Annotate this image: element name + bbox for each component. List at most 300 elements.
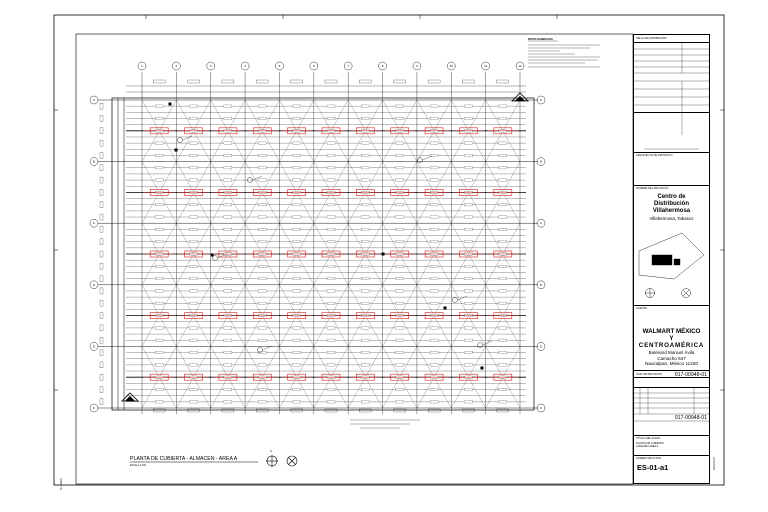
member-tag <box>499 401 507 403</box>
member-tag <box>499 364 507 366</box>
member-tag <box>224 277 232 279</box>
member-tag <box>361 216 369 218</box>
member-tag <box>258 240 266 242</box>
member-tag <box>293 364 301 366</box>
side-dim-tag <box>100 189 103 195</box>
member-tag <box>190 142 198 144</box>
dim-tag <box>188 409 200 412</box>
member-tag <box>190 179 198 181</box>
member-tag <box>327 216 335 218</box>
member-tag <box>361 154 369 156</box>
member-tag <box>190 327 198 329</box>
member-tag <box>361 364 369 366</box>
member-tag <box>155 277 163 279</box>
project-location: Villahermosa, Tabasco <box>649 216 694 221</box>
member-tag <box>327 179 335 181</box>
member-tag <box>293 228 301 230</box>
member-tag <box>190 290 198 292</box>
side-dim-tag <box>100 115 103 121</box>
grid-label-col: 4 <box>244 64 246 68</box>
dim-tag <box>394 80 406 83</box>
member-tag <box>396 401 404 403</box>
member-tag <box>327 302 335 304</box>
member-tag <box>190 364 198 366</box>
north-arrow-icon <box>266 450 278 467</box>
dim-tag <box>462 80 474 83</box>
member-tag <box>258 228 266 230</box>
member-tag <box>155 204 163 206</box>
member-tag <box>464 154 472 156</box>
member-tag <box>293 302 301 304</box>
member-tag <box>224 364 232 366</box>
member-tag <box>258 339 266 341</box>
side-dim-tag <box>100 288 103 294</box>
member-tag <box>464 216 472 218</box>
member-tag <box>361 302 369 304</box>
member-tag <box>430 142 438 144</box>
grid-label-col: 11 <box>484 64 488 68</box>
member-tag <box>327 339 335 341</box>
tb-sheet-title: TÍTULO DEL PLANO PLANTA DE CUBIERTA ALMACEN AREA A <box>634 435 709 455</box>
drain-marker <box>175 149 178 152</box>
member-tag <box>361 167 369 169</box>
member-tag <box>499 167 507 169</box>
side-dim-tag <box>100 263 103 269</box>
roof-plan <box>90 62 545 428</box>
project-north-icon <box>287 456 297 466</box>
tb-stamp-area <box>634 42 709 112</box>
project-number: 017-00948-01 <box>674 371 707 378</box>
member-tag <box>155 142 163 144</box>
member-tag <box>190 167 198 169</box>
member-tag <box>430 265 438 267</box>
grid-label-row: E <box>92 344 96 349</box>
member-tag <box>190 117 198 119</box>
member-tag <box>464 277 472 279</box>
member-tag <box>499 277 507 279</box>
member-tag <box>224 216 232 218</box>
member-tag <box>190 277 198 279</box>
drawing-frame <box>76 34 633 484</box>
member-tag <box>464 179 472 181</box>
side-dim-tag <box>100 337 103 343</box>
tb-signature-area <box>634 112 709 152</box>
member-tag <box>224 154 232 156</box>
member-tag <box>430 364 438 366</box>
svg-text:ALL SIZES: ALL SIZES <box>60 478 63 490</box>
member-tag <box>155 290 163 292</box>
member-tag <box>499 388 507 390</box>
member-tag <box>396 265 404 267</box>
member-tag <box>499 179 507 181</box>
member-tag <box>327 388 335 390</box>
dim-tag <box>394 409 406 412</box>
member-tag <box>293 388 301 390</box>
member-tag <box>361 142 369 144</box>
detail-callout <box>178 138 183 143</box>
drain-marker <box>169 103 172 106</box>
member-tag <box>258 388 266 390</box>
dim-tag <box>325 409 337 412</box>
member-tag <box>396 105 404 107</box>
grid-label-col: 1 <box>141 64 143 68</box>
member-tag <box>361 339 369 341</box>
member-tag <box>224 240 232 242</box>
member-tag <box>327 351 335 353</box>
grid-label-row: F <box>93 406 95 410</box>
project-label: NOMBRE DEL PROYECTO <box>636 187 669 190</box>
member-tag <box>155 351 163 353</box>
member-tag <box>396 302 404 304</box>
member-tag <box>499 351 507 353</box>
grid-label-row: B <box>92 159 96 164</box>
drain-marker <box>382 253 385 256</box>
member-tag <box>293 204 301 206</box>
member-tag <box>430 204 438 206</box>
member-tag <box>293 142 301 144</box>
member-tag <box>499 117 507 119</box>
member-tag <box>155 364 163 366</box>
side-dim-tag <box>100 103 103 109</box>
member-tag <box>224 401 232 403</box>
side-dim-tag <box>100 313 103 319</box>
member-tag <box>327 204 335 206</box>
side-dim-tag <box>100 177 103 183</box>
member-tag <box>430 277 438 279</box>
member-tag <box>190 401 198 403</box>
member-tag <box>190 228 198 230</box>
project-name-2: Distribución <box>653 201 689 207</box>
member-tag <box>224 167 232 169</box>
dim-tag <box>325 80 337 83</box>
drawing-title: PLANTA DE CUBIERTA - ALMACEN - AREA A <box>130 456 238 462</box>
member-tag <box>155 240 163 242</box>
member-tag <box>293 327 301 329</box>
member-tag <box>258 154 266 156</box>
client-name-1: WALMART MÉXICO <box>642 328 701 335</box>
member-tag <box>155 179 163 181</box>
dim-tag <box>256 80 268 83</box>
member-tag <box>190 265 198 267</box>
member-tag <box>361 117 369 119</box>
member-tag <box>293 265 301 267</box>
member-tag <box>293 339 301 341</box>
member-tag <box>361 290 369 292</box>
grid-label-col: 12 <box>518 64 522 68</box>
member-tag <box>464 117 472 119</box>
grid-label-col: 10 <box>449 64 453 68</box>
member-tag <box>327 105 335 107</box>
member-tag <box>224 302 232 304</box>
tb-header: SELLO DE APROBACIÓN <box>636 37 667 40</box>
member-tag <box>464 167 472 169</box>
member-tag <box>396 117 404 119</box>
grid-label-row: A <box>92 98 96 102</box>
side-dim-tag <box>100 202 103 208</box>
member-tag <box>464 240 472 242</box>
dim-tag <box>359 409 371 412</box>
member-tag <box>464 364 472 366</box>
side-dim-tag <box>100 140 103 146</box>
tb-consultant-label: ARQUITECTO DE PROYECTO <box>634 152 709 158</box>
member-tag <box>499 216 507 218</box>
member-tag <box>499 105 507 107</box>
member-tag <box>361 277 369 279</box>
member-tag <box>430 351 438 353</box>
member-tag <box>155 216 163 218</box>
member-tag <box>224 327 232 329</box>
side-dim-tag <box>100 399 103 405</box>
project-name-1: Centro de <box>657 194 686 200</box>
detail-callout <box>453 298 458 303</box>
member-tag <box>224 179 232 181</box>
client-name-3: CENTROAMÉRICA <box>638 342 705 349</box>
member-tag <box>396 142 404 144</box>
sheet-border <box>54 15 724 485</box>
member-tag <box>293 179 301 181</box>
member-tag <box>464 401 472 403</box>
member-tag <box>430 228 438 230</box>
member-tag <box>190 302 198 304</box>
member-tag <box>327 401 335 403</box>
member-tag <box>258 179 266 181</box>
member-tag <box>327 117 335 119</box>
tb-revisions <box>634 387 709 427</box>
member-tag <box>430 327 438 329</box>
dim-tag <box>428 409 440 412</box>
member-tag <box>361 351 369 353</box>
member-tag <box>155 105 163 107</box>
member-tag <box>190 351 198 353</box>
member-tag <box>224 388 232 390</box>
member-tag <box>499 204 507 206</box>
member-tag <box>396 388 404 390</box>
member-tag <box>464 302 472 304</box>
member-tag <box>258 265 266 267</box>
detail-callout <box>478 343 483 348</box>
member-tag <box>293 401 301 403</box>
member-tag <box>499 265 507 267</box>
member-tag <box>361 204 369 206</box>
member-tag <box>293 240 301 242</box>
member-tag <box>430 167 438 169</box>
member-tag <box>258 277 266 279</box>
plot-date: 2019-03-07 <box>713 456 716 470</box>
member-tag <box>190 216 198 218</box>
side-dim-tag <box>100 251 103 257</box>
member-tag <box>499 240 507 242</box>
member-tag <box>258 327 266 329</box>
side-dim-tag <box>100 239 103 245</box>
side-dim-tag <box>100 350 103 356</box>
side-dim-tag <box>100 165 103 171</box>
member-tag <box>224 142 232 144</box>
member-tag <box>155 302 163 304</box>
grid-label-row: F <box>540 406 542 410</box>
member-tag <box>361 105 369 107</box>
grid-label-col: 2 <box>175 64 178 68</box>
member-tag <box>361 240 369 242</box>
member-tag <box>464 327 472 329</box>
member-tag <box>361 388 369 390</box>
sheet-title-1: PLANTA DE CUBIERTA <box>636 442 664 445</box>
member-tag <box>361 327 369 329</box>
member-tag <box>396 204 404 206</box>
member-tag <box>396 179 404 181</box>
member-tag <box>499 154 507 156</box>
edge-text <box>60 478 63 490</box>
side-dim-tag <box>100 152 103 158</box>
member-tag <box>258 401 266 403</box>
client-address-2: Camacho 647 <box>657 355 686 361</box>
member-tag <box>464 228 472 230</box>
member-tag <box>499 290 507 292</box>
dim-tag <box>222 80 234 83</box>
dim-tag <box>291 80 303 83</box>
member-tag <box>293 117 301 119</box>
member-tag <box>464 265 472 267</box>
member-tag <box>258 364 266 366</box>
dim-tag <box>153 409 165 412</box>
member-tag <box>155 327 163 329</box>
dim-tag <box>462 409 474 412</box>
member-tag <box>155 228 163 230</box>
side-dim-tag <box>100 362 103 368</box>
member-tag <box>293 154 301 156</box>
title-block <box>633 34 710 484</box>
member-tag <box>430 290 438 292</box>
member-tag <box>155 388 163 390</box>
member-tag <box>327 277 335 279</box>
member-tag <box>155 167 163 169</box>
project-number-label: NÚM. DE PROYECTO <box>636 373 663 376</box>
sheet-title-2: ALMACEN AREA A <box>636 445 659 448</box>
side-dim-tag <box>100 128 103 134</box>
member-tag <box>327 228 335 230</box>
tb-client: CLIENTE WALMART MÉXICO Y CENTROAMÉRICA Bulevard Manuel Ávila Camacho 647 Naucalpan, México 11220 NÚM. DE PROYECTO 017-00948-01 <box>634 305 709 405</box>
dim-tag <box>497 409 509 412</box>
member-tag <box>327 364 335 366</box>
member-tag <box>430 117 438 119</box>
member-tag <box>464 290 472 292</box>
grid-label-row: E <box>539 344 543 349</box>
member-tag <box>464 204 472 206</box>
member-tag <box>293 277 301 279</box>
member-tag <box>224 228 232 230</box>
notes-header: NOTAS GENERALES <box>528 38 553 41</box>
member-tag <box>327 327 335 329</box>
member-tag <box>361 265 369 267</box>
grid-label-col: 5 <box>278 64 281 68</box>
member-tag <box>430 339 438 341</box>
grid-label-col: 6 <box>312 64 315 68</box>
member-tag <box>430 179 438 181</box>
member-tag <box>155 265 163 267</box>
member-tag <box>258 204 266 206</box>
member-tag <box>396 290 404 292</box>
member-tag <box>464 388 472 390</box>
project-name-3: Villahermosa <box>652 208 691 214</box>
member-tag <box>430 105 438 107</box>
member-tag <box>190 388 198 390</box>
grid-label-row: C <box>539 221 543 226</box>
member-tag <box>430 302 438 304</box>
dim-tag <box>428 80 440 83</box>
grid-label-col: 3 <box>209 64 212 68</box>
member-tag <box>396 327 404 329</box>
drain-marker <box>211 254 214 257</box>
member-tag <box>396 364 404 366</box>
project-number-2: 017-00948-01 <box>674 415 707 421</box>
member-tag <box>155 117 163 119</box>
member-tag <box>396 216 404 218</box>
member-tag <box>327 265 335 267</box>
client-address-1: Bulevard Manuel Ávila <box>648 350 695 355</box>
member-tag <box>258 302 266 304</box>
member-tag <box>499 339 507 341</box>
tb-sheet-number: NÚMERO DE PLANO ES-01-a1 <box>634 455 709 483</box>
member-tag <box>224 339 232 341</box>
side-dim-tag <box>100 214 103 220</box>
member-tag <box>464 142 472 144</box>
member-tag <box>224 265 232 267</box>
drawing-title-block <box>130 450 297 467</box>
side-dim-tag <box>100 276 103 282</box>
client-address-3: Naucalpan, México 11220 <box>645 361 698 366</box>
member-tag <box>327 154 335 156</box>
member-tag <box>499 228 507 230</box>
member-tag <box>190 339 198 341</box>
member-tag <box>396 154 404 156</box>
member-tag <box>499 302 507 304</box>
member-tag <box>430 401 438 403</box>
tb-key-plan <box>634 223 709 305</box>
drawing-scale: ESCALA 1:160 <box>130 464 146 467</box>
member-tag <box>224 351 232 353</box>
dim-tag <box>291 409 303 412</box>
member-tag <box>396 167 404 169</box>
general-notes <box>528 38 600 67</box>
member-tag <box>190 154 198 156</box>
member-tag <box>396 339 404 341</box>
grid-label-row: C <box>92 221 96 226</box>
dim-tag <box>359 80 371 83</box>
client-name-2: Y <box>669 335 674 342</box>
member-tag <box>327 240 335 242</box>
member-tag <box>155 154 163 156</box>
member-tag <box>361 401 369 403</box>
grid-label-row: D <box>539 282 543 287</box>
member-tag <box>293 216 301 218</box>
member-tag <box>293 351 301 353</box>
member-tag <box>361 228 369 230</box>
member-tag <box>396 351 404 353</box>
grid-label-row: D <box>92 282 96 287</box>
member-tag <box>293 290 301 292</box>
member-tag <box>464 351 472 353</box>
member-tag <box>430 388 438 390</box>
dim-tag <box>497 80 509 83</box>
grid-label-col: 7 <box>347 64 350 68</box>
member-tag <box>327 142 335 144</box>
member-tag <box>155 401 163 403</box>
member-tag <box>499 142 507 144</box>
grid-label-row: A <box>539 98 543 102</box>
member-tag <box>293 167 301 169</box>
side-dim-tag <box>100 300 103 306</box>
member-tag <box>224 105 232 107</box>
grid-label-col: 9 <box>416 64 418 68</box>
